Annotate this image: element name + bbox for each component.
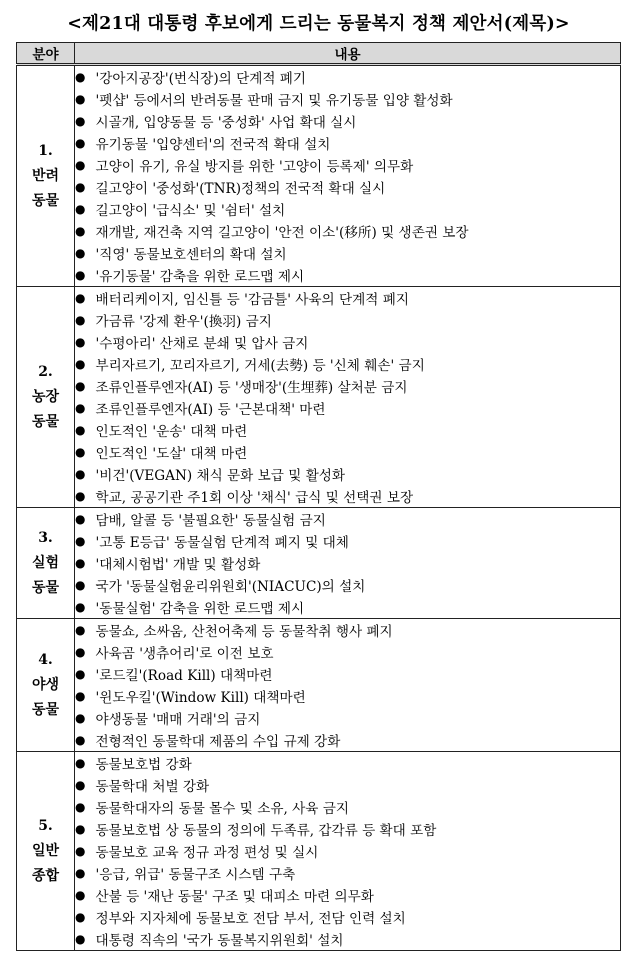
list-item-text: 동물학대 처벌 강화 (95, 779, 210, 795)
list-item-text: 동물보호법 상 동물의 정의에 두족류, 갑각류 등 확대 포함 (95, 823, 437, 839)
list-item-text: 산불 등 '재난 동물' 구조 및 대피소 마련 의무화 (95, 889, 374, 905)
section-row (17, 752, 621, 951)
list-item-text: 동물쇼, 소싸움, 산천어축제 등 동물착취 행사 폐지 (95, 624, 393, 640)
list-item-text: 길고양이 '급식소' 및 '쉼터' 설치 (95, 203, 286, 219)
table-header-row (17, 43, 621, 65)
section-category (17, 619, 75, 752)
list-item (75, 66, 620, 88)
list-item (75, 463, 620, 485)
section-label-number: 5. (38, 817, 53, 834)
section-row (17, 619, 621, 752)
bullet-icon: ● (75, 932, 86, 946)
list-item (75, 752, 620, 774)
section-label-line2: 동물 (31, 413, 60, 430)
list-item (75, 110, 620, 132)
bullet-icon: ● (75, 335, 86, 349)
section-label-line2: 동물 (31, 579, 60, 596)
header-category: 분야 (17, 43, 75, 65)
list-item (75, 132, 620, 154)
section-category (17, 752, 75, 951)
bullet-icon: ● (75, 291, 86, 305)
bullet-icon: ● (75, 623, 86, 637)
list-item-text: 정부와 지자체에 동물보호 전담 부서, 전담 인력 설치 (95, 911, 406, 927)
bullet-icon: ● (75, 645, 86, 659)
section-label-line1: 일반 (31, 842, 60, 859)
list-item-text: '응급, 위급' 동물구조 시스템 구축 (95, 867, 296, 883)
list-item-text: 조류인플루엔자(AI) 등 '생매장'(生埋葬) 살처분 금지 (95, 380, 408, 396)
list-item (75, 641, 620, 663)
list-item-text: '비건'(VEGAN) 채식 문화 보급 및 활성화 (95, 468, 346, 484)
bullet-icon: ● (75, 667, 86, 681)
bullet-icon: ● (75, 866, 86, 880)
list-item-text: 유기동물 '입양센터'의 전국적 확대 설치 (95, 137, 331, 153)
list-item (75, 176, 620, 198)
section-label-number: 3. (38, 529, 53, 546)
list-item (75, 419, 620, 441)
bullet-icon: ● (75, 202, 86, 216)
bullet-icon: ● (75, 556, 86, 570)
list-item (75, 331, 620, 353)
list-item (75, 619, 620, 641)
list-item (75, 707, 620, 729)
document-title: <제21대 대통령 후보에게 드리는 동물복지 정책 제안서(제목)> (67, 14, 570, 34)
list-item-text: 야생동물 '매매 거래'의 금지 (95, 712, 261, 728)
bullet-icon: ● (75, 136, 86, 150)
list-item-text: 고양이 유기, 유실 방지를 위한 '고양이 등록제' 의무화 (95, 159, 414, 175)
section-items (75, 508, 621, 619)
bullet-icon: ● (75, 910, 86, 924)
bullet-icon: ● (75, 92, 86, 106)
bullet-icon: ● (75, 489, 86, 503)
list-item-text: '대체시험법' 개발 및 활성화 (95, 557, 261, 573)
list-item-text: 사육곰 '생츄어리'로 이전 보호 (95, 646, 274, 662)
list-item (75, 818, 620, 840)
list-item-text: 배터리케이지, 임신틀 등 '감금틀' 사육의 단계적 폐지 (95, 292, 409, 308)
section-label-line1: 반려 (31, 167, 60, 184)
bullet-icon: ● (75, 844, 86, 858)
list-item-text: '펫샵' 등에서의 반려동물 판매 금지 및 유기동물 입양 활성화 (95, 93, 453, 109)
bullet-icon: ● (75, 445, 86, 459)
bullet-icon: ● (75, 224, 86, 238)
bullet-icon: ● (75, 800, 86, 814)
section-items (75, 752, 621, 951)
list-item-text: '동물실험' 감축을 위한 로드맵 제시 (95, 601, 305, 617)
list-item (75, 596, 620, 618)
bullet-icon: ● (75, 268, 86, 282)
list-item (75, 862, 620, 884)
section-category (17, 508, 75, 619)
bullet-icon: ● (75, 70, 86, 84)
list-item-text: '직영' 동물보호센터의 확대 설치 (95, 247, 287, 263)
list-item (75, 154, 620, 176)
bullet-icon: ● (75, 357, 86, 371)
list-item (75, 774, 620, 796)
section-label-number: 4. (38, 651, 53, 668)
list-item (75, 287, 620, 309)
list-item (75, 397, 620, 419)
bullet-icon: ● (75, 401, 86, 415)
list-item-text: '유기동물' 감축을 위한 로드맵 제시 (95, 269, 305, 285)
section-label-line2: 동물 (31, 192, 60, 209)
list-item-text: 인도적인 '운송' 대책 마련 (95, 424, 248, 440)
section-label-line1: 농장 (31, 388, 60, 405)
bullet-icon: ● (75, 313, 86, 327)
list-item (75, 663, 620, 685)
bullet-icon: ● (75, 512, 86, 526)
bullet-icon: ● (75, 379, 86, 393)
list-item-text: '강아지공장'(번식장)의 단계적 폐기 (95, 71, 307, 87)
list-item (75, 508, 620, 530)
list-item (75, 552, 620, 574)
list-item (75, 530, 620, 552)
table-body (17, 65, 621, 951)
list-item-text: 부리자르기, 꼬리자르기, 거세(去勢) 등 '신체 훼손' 금지 (95, 358, 425, 374)
list-item (75, 264, 620, 286)
bullet-icon: ● (75, 600, 86, 614)
list-item-text: 재개발, 재건축 지역 길고양이 '안전 이소'(移所) 및 생존권 보장 (95, 225, 469, 241)
bullet-icon: ● (75, 180, 86, 194)
bullet-icon: ● (75, 711, 86, 725)
section-label-line1: 야생 (31, 676, 60, 693)
bullet-icon: ● (75, 423, 86, 437)
list-item-text: 조류인플루엔자(AI) 등 '근본대책' 마련 (95, 402, 326, 418)
list-item (75, 353, 620, 375)
section-row (17, 508, 621, 619)
list-item (75, 242, 620, 264)
list-item (75, 198, 620, 220)
section-label-line1: 실험 (31, 554, 60, 571)
list-item (75, 729, 620, 751)
section-row (17, 65, 621, 287)
list-item (75, 840, 620, 862)
section-category (17, 287, 75, 508)
section-items (75, 619, 621, 752)
list-item-text: 동물보호 교육 정규 과정 편성 및 실시 (95, 845, 319, 861)
list-item-text: 시골개, 입양동물 등 '중성화' 사업 확대 실시 (95, 115, 357, 131)
section-category (17, 65, 75, 287)
bullet-icon: ● (75, 467, 86, 481)
section-items (75, 65, 621, 287)
list-item-text: 담배, 알콜 등 '불필요한' 동물실험 금지 (95, 513, 326, 529)
header-content: 내용 (75, 43, 621, 65)
bullet-icon: ● (75, 822, 86, 836)
policy-table (16, 42, 621, 951)
bullet-icon: ● (75, 689, 86, 703)
list-item (75, 441, 620, 463)
bullet-icon: ● (75, 534, 86, 548)
list-item (75, 309, 620, 331)
bullet-icon: ● (75, 778, 86, 792)
list-item (75, 485, 620, 507)
list-item (75, 574, 620, 596)
list-item-text: 대통령 직속의 '국가 동물복지위원회' 설치 (95, 933, 344, 949)
list-item (75, 88, 620, 110)
section-label-line2: 동물 (31, 701, 60, 718)
list-item-text: 인도적인 '도살' 대책 마련 (95, 446, 248, 462)
bullet-icon: ● (75, 114, 86, 128)
list-item (75, 375, 620, 397)
list-item-text: 가금류 '강제 환우'(換羽) 금지 (95, 314, 272, 330)
list-item (75, 906, 620, 928)
bullet-icon: ● (75, 888, 86, 902)
list-item (75, 884, 620, 906)
bullet-icon: ● (75, 733, 86, 747)
bullet-icon: ● (75, 246, 86, 260)
list-item-text: 동물학대자의 동물 몰수 및 소유, 사육 금지 (95, 801, 349, 817)
list-item-text: '로드킬'(Road Kill) 대책마련 (95, 668, 273, 684)
section-items (75, 287, 621, 508)
bullet-icon: ● (75, 578, 86, 592)
list-item-text: '고통 E등급' 동물실험 단계적 폐지 및 대체 (95, 535, 349, 551)
section-label-line2: 종합 (31, 867, 60, 884)
section-row (17, 287, 621, 508)
list-item-text: '윈도우킬'(Window Kill) 대책마련 (95, 690, 306, 706)
list-item-text: 국가 '동물실험윤리위원회'(NIACUC)의 설치 (95, 579, 366, 595)
list-item-text: '수평아리' 산채로 분쇄 및 압사 금지 (95, 336, 309, 352)
list-item (75, 796, 620, 818)
list-item-text: 동물보호법 강화 (95, 757, 192, 773)
list-item-text: 학교, 공공기관 주1회 이상 '채식' 급식 및 선택권 보장 (95, 490, 414, 506)
list-item-text: 전형적인 동물학대 제품의 수입 규제 강화 (95, 734, 341, 750)
list-item (75, 220, 620, 242)
list-item (75, 928, 620, 950)
bullet-icon: ● (75, 756, 86, 770)
section-label-number: 2. (38, 363, 53, 380)
section-label-number: 1. (38, 142, 53, 159)
list-item-text: 길고양이 '중성화'(TNR)정책의 전국적 확대 실시 (95, 181, 386, 197)
list-item (75, 685, 620, 707)
bullet-icon: ● (75, 158, 86, 172)
